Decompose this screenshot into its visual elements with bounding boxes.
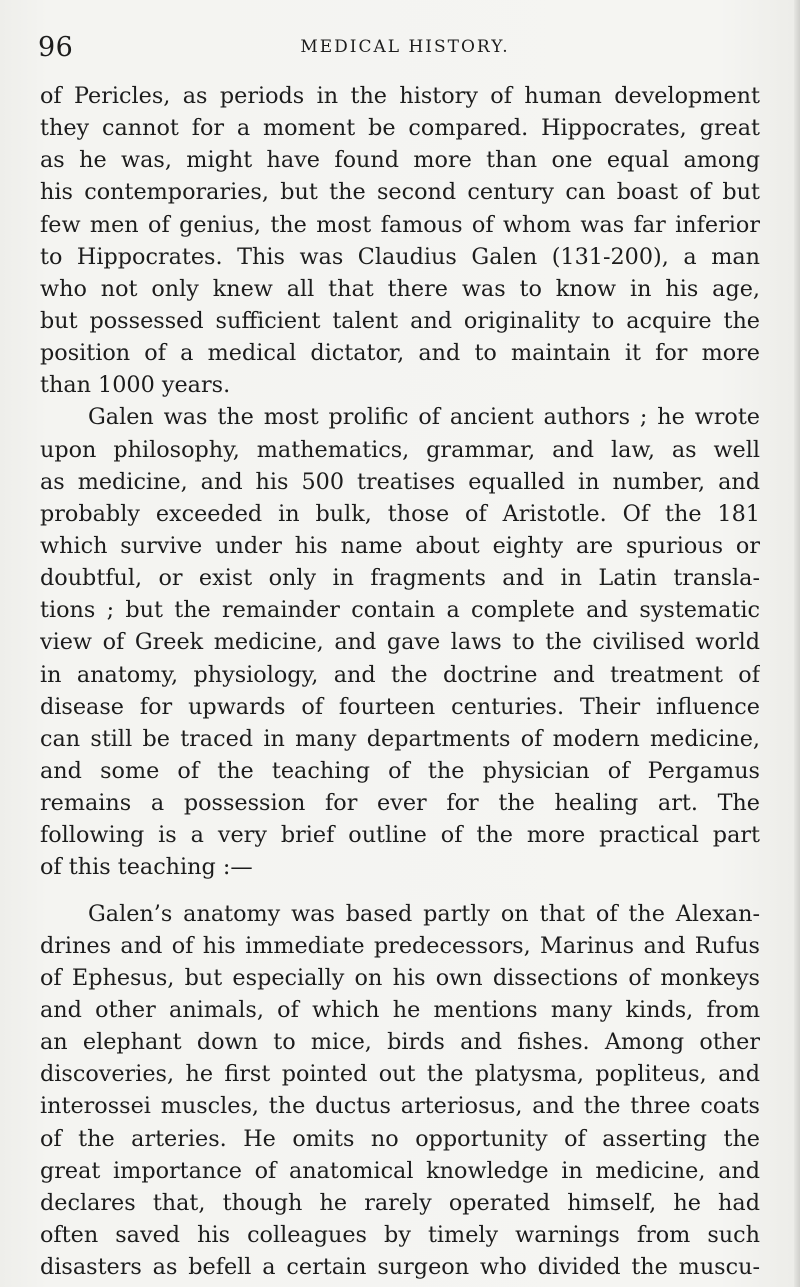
text-line: of this teaching :—	[40, 854, 253, 881]
text-line: declares that, though he rarely operated himself, he had	[40, 1189, 760, 1216]
paragraph	[40, 80, 760, 401]
text-line: great importance of anatomical knowledge in medicine, and	[40, 1157, 760, 1184]
text-line: Galen’s anatomy was based partly on that of the Alexan-	[88, 900, 760, 927]
text-line: who not only knew all that there was to know in his age,	[40, 275, 760, 302]
text-line: as medicine, and his 500 treatises equalled in number, and	[40, 468, 760, 495]
page-number: 96	[38, 32, 74, 63]
text-line: Galen was the most prolific of ancient authors ; he wrote	[88, 404, 760, 431]
text-line: his contemporaries, but the second century can boast of but	[40, 179, 760, 206]
page-header	[38, 30, 760, 64]
text-line: which survive under his name about eighty are spurious or	[40, 532, 760, 559]
text-line: in anatomy, physiology, and the doctrine and treatment of	[40, 661, 760, 688]
text-line: can still be traced in many departments of modern medicine,	[40, 725, 760, 752]
text-line: discoveries, he first pointed out the platysma, popliteus, and	[40, 1061, 760, 1088]
text-line: but possessed sufficient talent and originality to acquire the	[40, 307, 760, 334]
paragraph-gap	[40, 884, 760, 898]
text-line: few men of genius, the most famous of whom was far inferior	[40, 211, 760, 238]
text-line: of Ephesus, but especially on his own dissections of monkeys	[40, 964, 760, 991]
paragraph	[40, 898, 760, 1284]
text-line: as he was, might have found more than one equal among	[40, 147, 760, 174]
text-line: disease for upwards of fourteen centuries. Their influence	[40, 693, 760, 720]
text-line: and other animals, of which he mentions many kinds, from	[40, 996, 760, 1023]
text-line: upon philosophy, mathematics, grammar, and law, as well	[40, 436, 760, 463]
text-line: of the arteries. He omits no opportunity of asserting the	[40, 1125, 760, 1152]
running-head: MEDICAL HISTORY.	[300, 37, 510, 57]
text-line: an elephant down to mice, birds and fishes. Among other	[40, 1029, 760, 1056]
page-edge-shadow	[794, 0, 800, 1287]
body-text	[40, 80, 760, 1283]
text-line: doubtful, or exist only in fragments and in Latin transla-	[40, 565, 760, 592]
text-line: remains a possession for ever for the healing art. The	[40, 790, 760, 817]
text-line: tions ; but the remainder contain a complete and systematic	[40, 597, 760, 624]
paragraph	[40, 401, 760, 883]
text-line: often saved his colleagues by timely warnings from such	[40, 1221, 760, 1248]
text-line: probably exceeded in bulk, those of Aristotle. Of the 181	[40, 500, 760, 527]
text-line: position of a medical dictator, and to maintain it for more	[40, 340, 760, 367]
text-line: interossei muscles, the ductus arteriosus, and the three coats	[40, 1093, 760, 1120]
text-line: they cannot for a moment be compared. Hippocrates, great	[40, 115, 760, 142]
text-line: following is a very brief outline of the more practical part	[40, 822, 760, 849]
text-line: view of Greek medicine, and gave laws to the civilised world	[40, 629, 760, 656]
text-line: and some of the teaching of the physician of Pergamus	[40, 757, 760, 784]
text-line: drines and of his immediate predecessors, Marinus and Rufus	[40, 932, 760, 959]
text-line: disasters as befell a certain surgeon who divided the muscu-	[40, 1254, 760, 1281]
text-line: to Hippocrates. This was Claudius Galen (131-200), a man	[40, 243, 760, 270]
text-line: than 1000 years.	[40, 372, 231, 399]
text-line: of Pericles, as periods in the history of human development	[40, 83, 760, 109]
